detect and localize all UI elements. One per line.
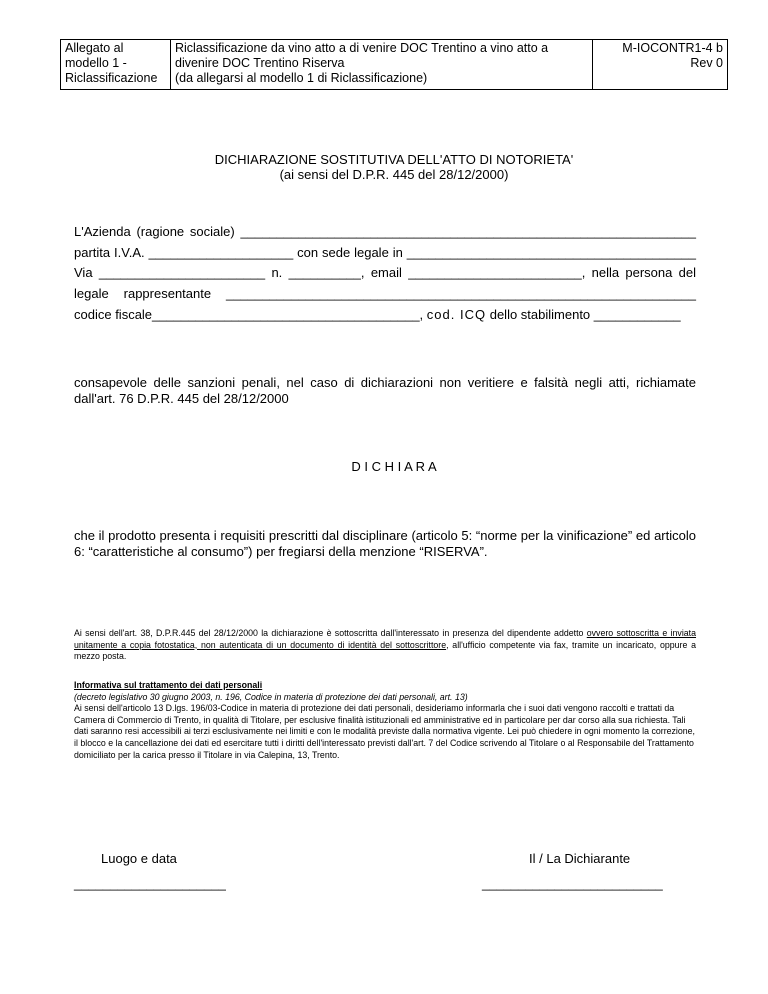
consapevole-paragraph: consapevole delle sanzioni penali, nel caso di dichiarazioni non veritiere e falsità negli atti, richiamate dall'art. 76 D.P.R. 445 del 28/12/2000 [74,375,696,406]
header-table [60,39,728,90]
codice-fiscale-line [74,307,696,322]
header-attachment-line: Riclassificazione [65,71,158,85]
note-underlined-text: ovvero sottoscritta e inviata unitamente a copia fotostatica, non autenticata di un documento di identità del sottoscrittore [74,628,697,650]
header-attachment-line: Allegato al [65,41,124,55]
email-label: email [370,265,402,280]
document-revision: Rev 0 [690,56,723,70]
azienda-line [74,224,696,239]
note-paragraph [74,628,696,663]
legale-field[interactable]: _________________________________________________________________ [226,286,696,301]
number-label: n. [271,265,283,280]
stabilimento-field[interactable]: ____________ [593,307,681,322]
via-field[interactable]: _______________________ [98,265,266,280]
informativa-section [74,680,696,761]
via-line [74,265,696,280]
codice-fiscale-field[interactable]: _____________________________________, [152,307,424,322]
luogo-data-label: Luogo e data [101,851,177,866]
piva-line [74,245,696,260]
number-field[interactable]: __________, [288,265,365,280]
luogo-data-field[interactable]: _____________________ [74,876,226,891]
persona-label: nella persona del [591,265,696,280]
header-description-line: (da allegarsi al modello 1 di Riclassificazione) [175,71,428,85]
codice-fiscale-label: codice fiscale [74,307,153,322]
note-text: Ai sensi dell'art. 38, D.P.R.445 del 28/12/2000 la dichiarazione è sottoscritta dall'interessato in presenza del dipendente addetto [74,628,587,638]
document-code: M-IOCONTR1-4 b [622,41,723,55]
header-code-cell [593,40,728,90]
email-field[interactable]: ________________________, [408,265,586,280]
header-description-cell [171,40,593,90]
document-title: DICHIARAZIONE SOSTITUTIVA DELL'ATTO DI NOTORIETA' [214,152,574,167]
header-description-line: divenire DOC Trentino Riserva [175,56,345,70]
icq-label: cod. ICQ [426,307,487,322]
legale-label: legale rappresentante [74,286,212,301]
header-attachment-cell [61,40,171,90]
dichiarante-label: Il / La Dichiarante [529,851,631,866]
sede-field[interactable]: ________________________________________ [406,245,696,260]
via-label: Via [74,265,93,280]
signature-field[interactable]: _________________________ [482,876,663,891]
piva-field[interactable]: ____________________ [148,245,294,260]
azienda-label: L'Azienda (ragione sociale) [74,224,235,239]
informativa-subheading: (decreto legislativo 30 giugno 2003, n. 196, Codice in materia di protezione dei dati personali, art. 13) [74,691,468,702]
legale-line [74,286,696,301]
dichiara-heading: D I C H I A R A [351,459,437,474]
sede-label: con sede legale in [297,245,403,260]
stabilimento-label: dello stabilimento [489,307,591,322]
note-text-end: , all'ufficio competente via fax, tramite un incaricato, oppure a mezzo posta. [74,639,696,662]
document-subtitle: (ai sensi del D.P.R. 445 del 28/12/2000) [279,167,509,182]
header-description-line: Riclassificazione da vino atto a di venire DOC Trentino a vino atto a [175,41,549,55]
header-attachment-line: modello 1 - [65,56,127,70]
requisiti-paragraph: che il prodotto presenta i requisiti prescritti dal disciplinare (articolo 5: “norme per la vinificazione” ed articolo 6: “caratteristiche al consumo”) per fregiarsi della menzione “RISERVA”. [74,528,696,559]
informativa-body: Ai sensi dell'articolo 13 D.lgs. 196/03-Codice in materia di protezione dei dati personali, desideriamo informarla che i suoi dati vengono raccolti e trattati da Camera di Commercio di Trento, in qualità di Titolare, per esclusive finalità istituzionali ed amministrative ed in particolare per dar corso alla sua richiesta. Tali dati saranno resi accessibili ai terzi esclusivamente nei limiti e con le modalità previste dalla normativa vigente. Lei può chiedere in ogni momento la correzione, il blocco e la cancellazione dei dati ed esercitare tutti i diritti dell'interessato previsti dall'art. 7 del Codice scrivendo al Titolare o al Responsabile del Trattamento domiciliato per la carica presso il Titolare in via Calepina, 13, Trento. [74,703,695,760]
informativa-heading: Informativa sul trattamento dei dati personali [74,680,263,690]
piva-label: partita I.V.A. [74,245,145,260]
azienda-field[interactable]: _______________________________________________________________ [240,224,696,239]
